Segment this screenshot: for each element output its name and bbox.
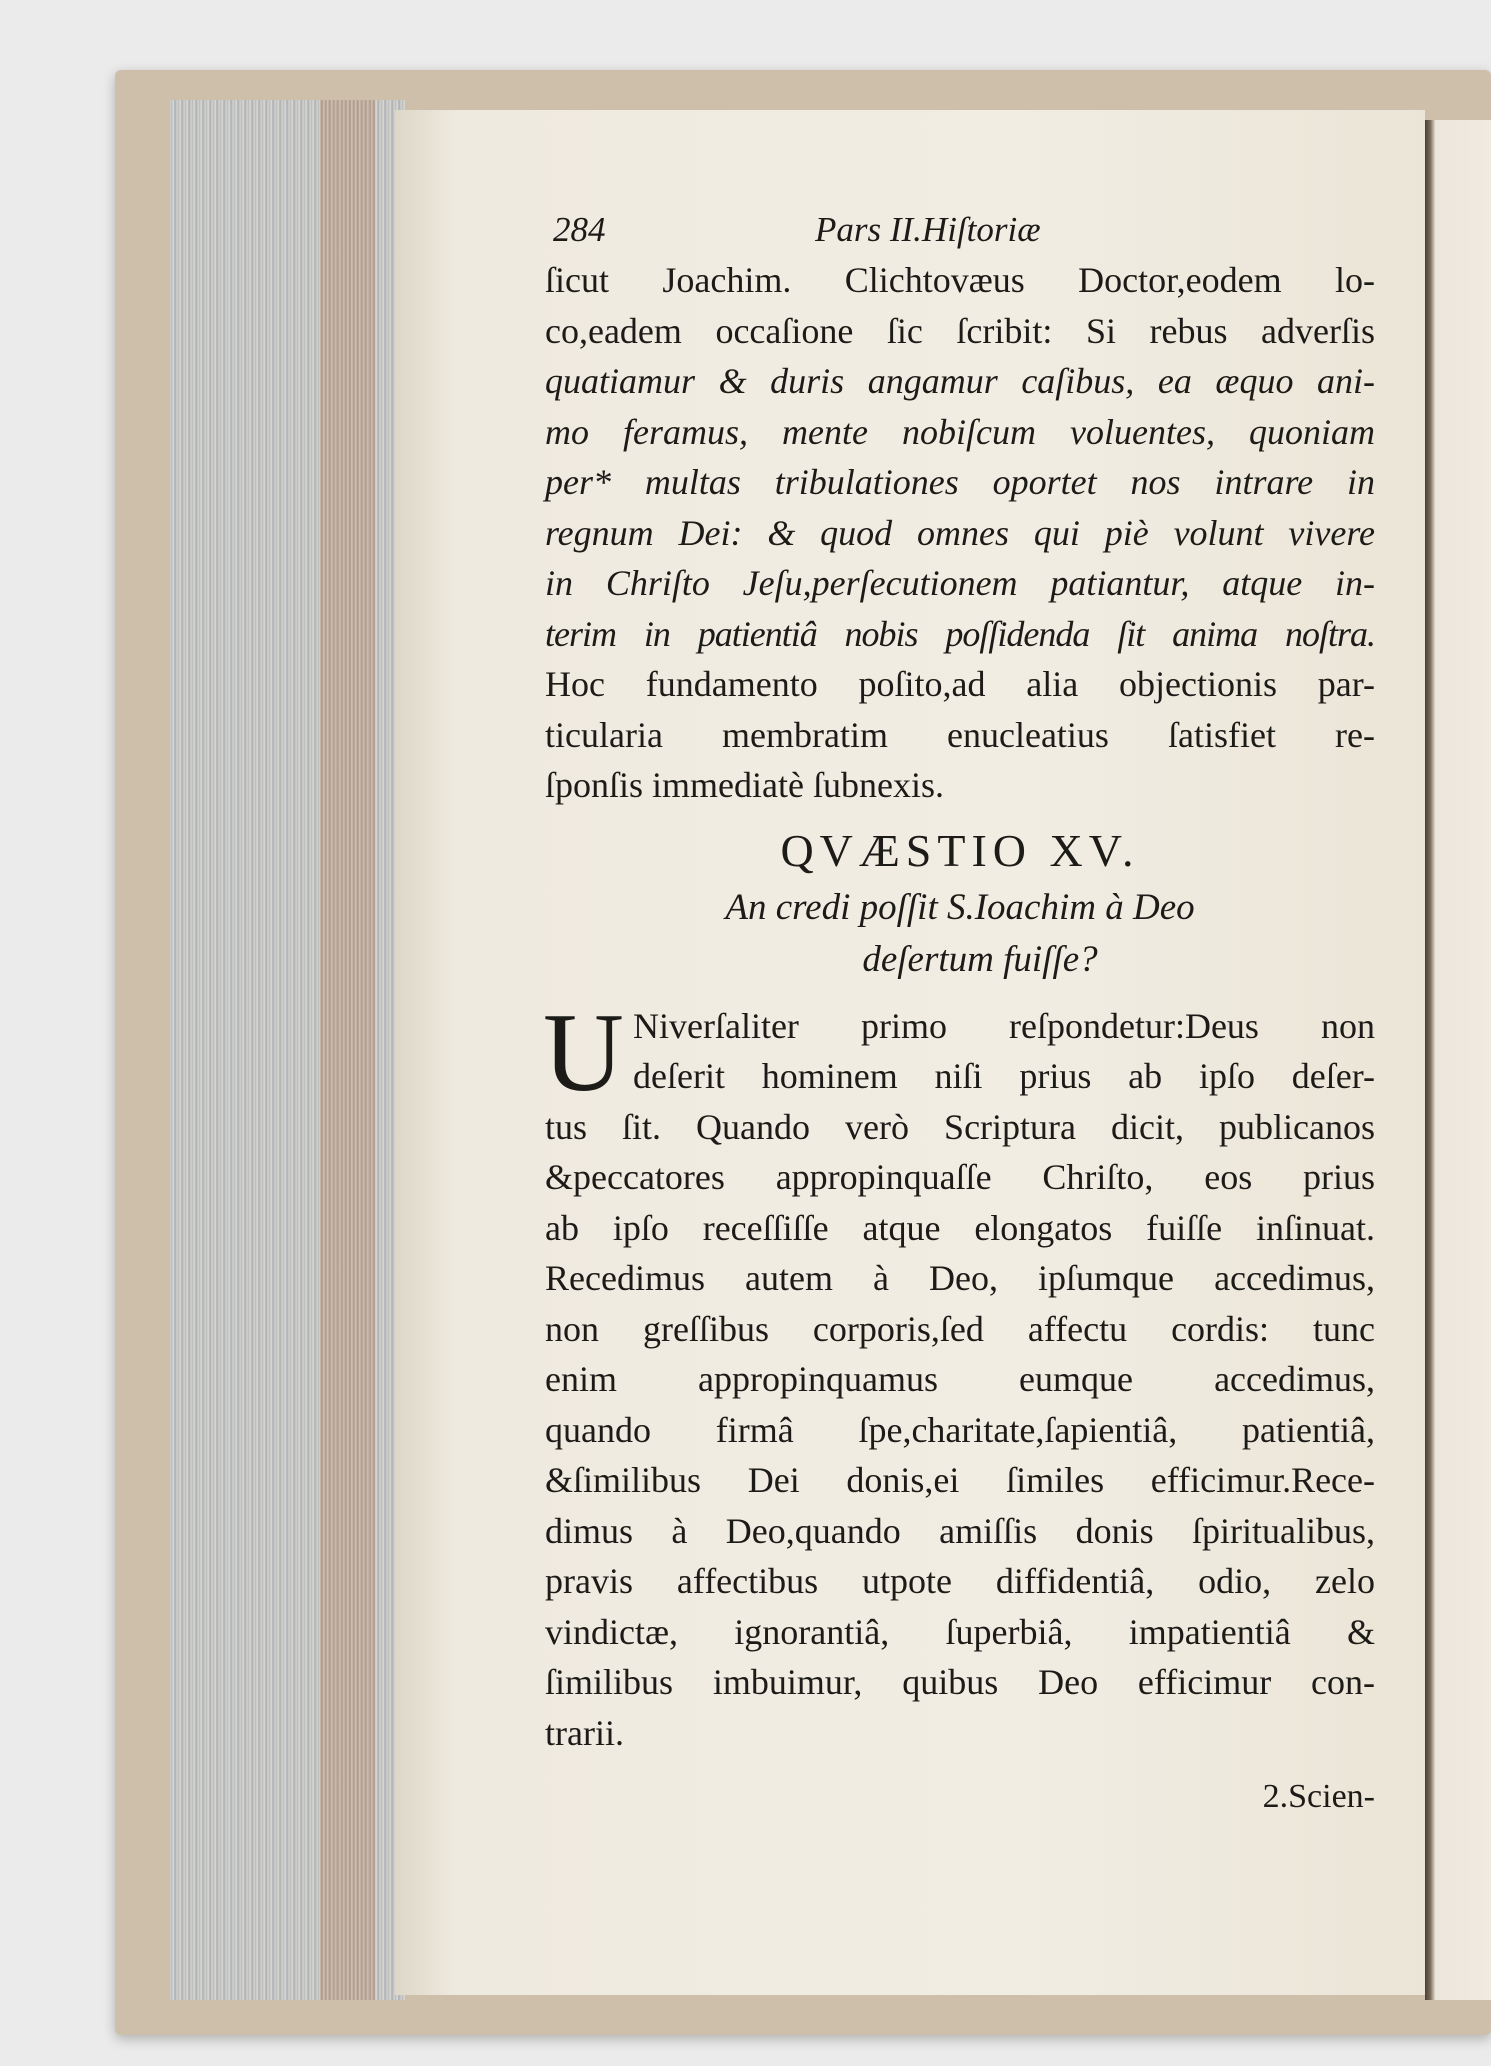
text-line: terim in patientiâ nobis poſſidenda ſit anima noſtra.: [545, 613, 1375, 654]
question-subtitle-line-2: deſertum fuiſſe?: [862, 938, 1098, 980]
drop-cap: U: [543, 990, 624, 1115]
text-line: &peccatores appropinquaſſe Chriſto, eos prius: [545, 1157, 1375, 1197]
text-line: tus ſit. Quando verò Scriptura dicit, publicanos: [545, 1106, 1375, 1147]
text-line: ticularia membratim enucleatius ſatisfiet re-: [545, 714, 1375, 755]
text-line: quando firmâ ſpe,charitate,ſapientiâ, patientiâ,: [545, 1409, 1375, 1450]
text-line: deſerit hominem niſi prius ab ipſo deſer-: [633, 1056, 1375, 1096]
facing-page-edge: [1425, 120, 1491, 2000]
body-paragraph: [543, 990, 1375, 1759]
text-line: ab ipſo receſſiſſe atque elongatos fuiſſe inſinuat.: [545, 1207, 1375, 1248]
catchword: 2.Scien-: [1262, 1778, 1375, 1815]
text-line: ſponſis immediatè ſubnexis.: [545, 765, 944, 805]
text-line: ſicut Joachim. Clichtovæus Doctor,eodem lo-: [545, 260, 1375, 300]
text-line: trarii.: [545, 1712, 624, 1753]
text-line: ſimilibus imbuimur, quibus Deo efficimur con-: [545, 1662, 1375, 1702]
page-text: [545, 205, 1375, 1824]
text-line: enim appropinquamus eumque accedimus,: [545, 1359, 1375, 1399]
text-line: non greſſibus corporis,ſed affectu cordis: tunc: [545, 1308, 1375, 1349]
text-line: Hoc fundamento poſito,ad alia objectionis par-: [545, 664, 1375, 704]
page-header: [545, 205, 1375, 255]
text-line: quatiamur & duris angamur caſibus, ea æquo ani-: [545, 361, 1375, 401]
text-line: Niverſaliter primo reſpondetur:Deus non: [633, 1005, 1375, 1046]
text-line: regnum Dei: & quod omnes qui piè volunt vivere: [545, 512, 1375, 553]
text-line: vindictæ, ignorantiâ, ſuperbiâ, impatientiâ &: [545, 1611, 1375, 1652]
text-line: dimus à Deo,quando amiſſis donis ſpiritualibus,: [545, 1510, 1375, 1551]
text-line: co,eadem occaſione ſic ſcribit: Si rebus adverſis: [545, 310, 1375, 351]
question-title: QVÆSTIO XV.: [780, 824, 1140, 876]
question-subtitle-line-1: An credi poſſit S.Ioachim à Deo: [725, 886, 1195, 928]
text-line: mo feramus, mente nobiſcum voluentes, quoniam: [545, 411, 1375, 452]
running-head: Pars II.Hiſtoriæ: [815, 210, 1041, 249]
text-line: Recedimus autem à Deo, ipſumque accedimus,: [545, 1258, 1375, 1298]
text-line: in Chriſto Jeſu,perſecutionem patiantur, atque in-: [545, 563, 1375, 603]
page-edges-tinted: [320, 100, 375, 2000]
top-paragraph: [545, 255, 1375, 811]
text-line: pravis affectibus utpote diffidentiâ, odio, zelo: [545, 1561, 1375, 1601]
text-line: per* multas tribulationes oportet nos intrare in: [545, 462, 1375, 502]
folio-number: 284: [553, 210, 606, 249]
text-line: &ſimilibus Dei donis,ei ſimiles efficimur.Rece-: [545, 1460, 1375, 1500]
